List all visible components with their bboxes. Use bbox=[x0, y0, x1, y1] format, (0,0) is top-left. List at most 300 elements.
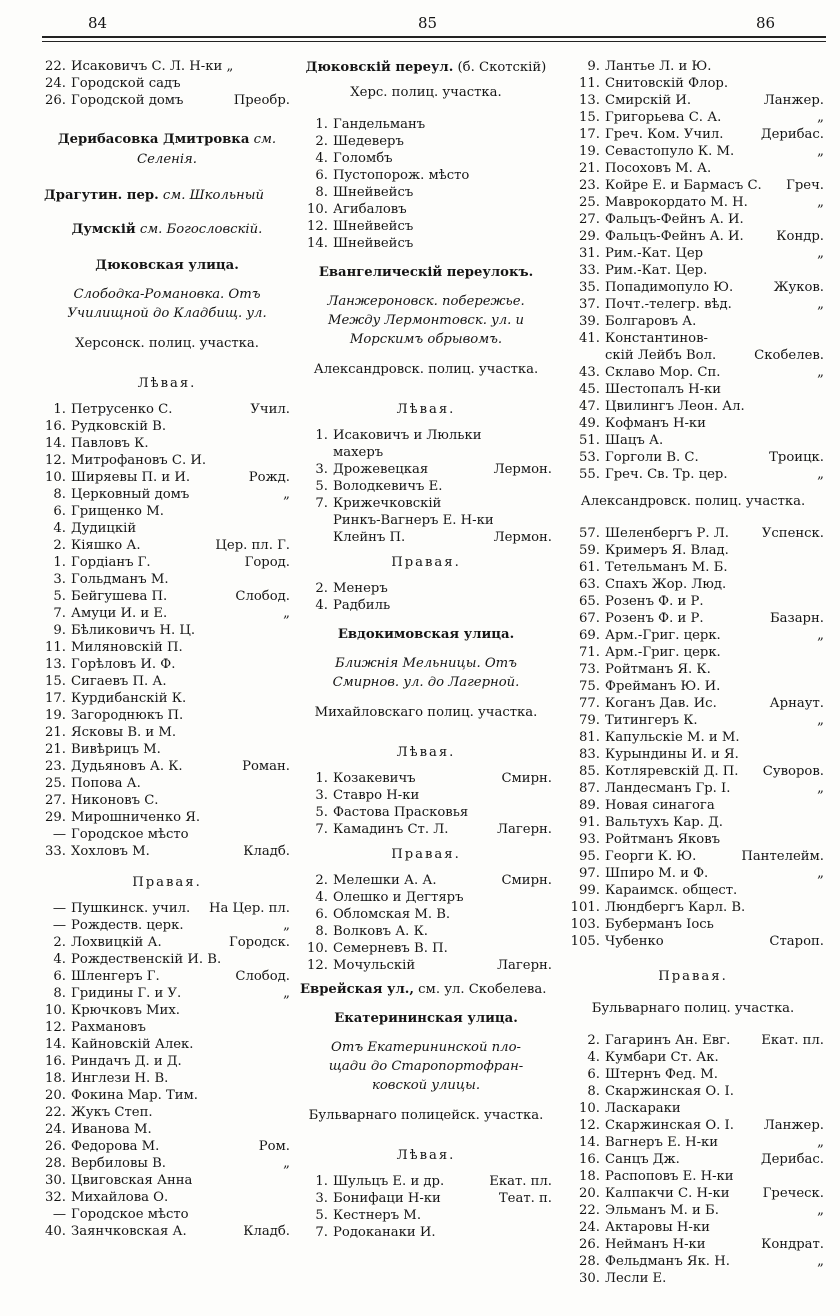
list-item bbox=[44, 469, 290, 486]
house-number: 9. bbox=[53, 623, 66, 638]
house-number: 6. bbox=[587, 1067, 600, 1082]
entry-list bbox=[300, 580, 552, 614]
list-item bbox=[300, 597, 552, 614]
police-district: Бульварнаго полицейск. участка. bbox=[308, 1108, 544, 1123]
list-item bbox=[562, 262, 824, 279]
cross-street: Кладб. bbox=[243, 1224, 290, 1239]
list-item bbox=[300, 889, 552, 906]
house-number: 17. bbox=[45, 691, 66, 706]
resident-name: махеръ bbox=[333, 445, 384, 460]
resident-name: Греч. Св. Тр. цер. bbox=[605, 467, 728, 482]
resident-name: Болгаровъ А. bbox=[605, 314, 697, 329]
house-number: 101. bbox=[570, 900, 600, 915]
house-number: 103. bbox=[570, 917, 600, 932]
resident-name: Ставро Н-ки bbox=[333, 788, 420, 803]
list-item bbox=[562, 415, 824, 432]
house-number: 5. bbox=[53, 589, 66, 604]
house-number: 16. bbox=[45, 1054, 66, 1069]
resident-name: Арм.-Григ. церк. bbox=[605, 645, 721, 660]
cross-street: Екат. пл. bbox=[489, 1174, 552, 1189]
street-reference bbox=[44, 127, 290, 173]
house-number: 14. bbox=[307, 236, 328, 251]
list-item bbox=[44, 934, 290, 951]
street-heading: Екатерининская улица. bbox=[334, 1011, 518, 1026]
house-number: 83. bbox=[579, 747, 600, 762]
list-item bbox=[44, 588, 290, 605]
list-item bbox=[562, 466, 824, 483]
police-district: Александровск. полиц. участка. bbox=[580, 494, 806, 509]
house-number: 12. bbox=[307, 219, 328, 234]
resident-name: Посоховъ М. А. bbox=[605, 161, 712, 176]
house-number: 93. bbox=[579, 832, 600, 847]
resident-name: Пустопорож. мѣсто bbox=[333, 168, 470, 183]
house-number: 79. bbox=[579, 713, 600, 728]
list-item bbox=[300, 770, 552, 787]
house-number: 7. bbox=[53, 606, 66, 621]
cross-street: Лермон. bbox=[493, 530, 552, 545]
resident-name: Цвиговская Анна bbox=[71, 1173, 193, 1188]
house-number: 12. bbox=[579, 1118, 600, 1133]
house-number: 1. bbox=[315, 1174, 328, 1189]
resident-name: Петрусенко С. bbox=[71, 402, 173, 417]
resident-name: Кайновскій Алек. bbox=[71, 1037, 194, 1052]
resident-name: Шнейвейсъ bbox=[333, 219, 414, 234]
street-description: Отъ Екатерининской пло- щади до Старопортофран- ковской улицы. bbox=[328, 1040, 524, 1093]
resident-name: Вальтухъ Кар. Д. bbox=[605, 815, 723, 830]
resident-name: Камадинъ Ст. Л. bbox=[333, 822, 449, 837]
resident-name: Городской садъ bbox=[71, 76, 181, 91]
resident-name: Лантье Л. и Ю. bbox=[605, 59, 712, 74]
resident-name: Крижечковскій bbox=[333, 496, 442, 511]
list-item bbox=[562, 729, 824, 746]
cross-street: Ланжер. bbox=[763, 1118, 824, 1133]
house-number: 2. bbox=[315, 134, 328, 149]
see-reference: см. Богословскій. bbox=[139, 222, 263, 237]
resident-name: Пушкинск. учил. bbox=[71, 901, 191, 916]
cross-street: Роман. bbox=[242, 759, 290, 774]
resident-name: Лесли Е. bbox=[605, 1271, 667, 1286]
street-description: Ланжероновск. побережье. Между Лермонтовск. ул. и Морскимъ обрывомъ. bbox=[327, 294, 525, 347]
house-number: 13. bbox=[45, 657, 66, 672]
cross-street: „ bbox=[283, 1156, 290, 1171]
cross-street: Городск. bbox=[229, 935, 290, 950]
house-number: 24. bbox=[45, 76, 66, 91]
house-number: 29. bbox=[579, 229, 600, 244]
cross-street: „ bbox=[817, 713, 824, 728]
resident-name: Новая синагога bbox=[605, 798, 715, 813]
list-item bbox=[44, 724, 290, 741]
list-item bbox=[44, 1036, 290, 1053]
resident-name: Ширяевы П. и И. bbox=[71, 470, 191, 485]
street-heading: Дюковскій переул. (б. Скотскій) bbox=[305, 60, 547, 75]
cross-street: Жуков. bbox=[773, 280, 824, 295]
list-item bbox=[562, 211, 824, 228]
house-number: 99. bbox=[579, 883, 600, 898]
list-item bbox=[44, 401, 290, 418]
list-item bbox=[562, 432, 824, 449]
house-number: 10. bbox=[579, 1101, 600, 1116]
house-number: — bbox=[52, 827, 66, 842]
house-number: 5. bbox=[315, 1208, 328, 1223]
cross-street: Город. bbox=[244, 555, 290, 570]
house-number: 7. bbox=[315, 822, 328, 837]
resident-name: Фальцъ-Фейнъ А. И. bbox=[605, 212, 744, 227]
list-item bbox=[300, 1224, 552, 1241]
house-number: 14. bbox=[45, 1037, 66, 1052]
house-number: 8. bbox=[53, 487, 66, 502]
list-item bbox=[562, 695, 824, 712]
resident-name: Нейманъ Н-ки bbox=[605, 1237, 706, 1252]
house-number: 40. bbox=[45, 1224, 66, 1239]
house-number: 17. bbox=[579, 127, 600, 142]
resident-name: Калпакчи С. Н-ки bbox=[605, 1186, 730, 1201]
list-item bbox=[300, 427, 552, 444]
resident-name: Капульскіе М. и М. bbox=[605, 730, 740, 745]
resident-name: Кестнеръ М. bbox=[333, 1208, 422, 1223]
resident-name: Рахмановъ bbox=[71, 1020, 146, 1035]
list-item bbox=[562, 245, 824, 262]
resident-name: Рим.-Кат. Цер bbox=[605, 246, 704, 261]
list-item bbox=[300, 940, 552, 957]
house-number: 9. bbox=[587, 59, 600, 74]
house-number: 26. bbox=[45, 93, 66, 108]
resident-name: Снитовскій Флор. bbox=[605, 76, 729, 91]
list-item bbox=[44, 1053, 290, 1070]
list-item bbox=[562, 228, 824, 245]
house-number: 91. bbox=[579, 815, 600, 830]
resident-name: Исаковичъ С. Л. Н-ки „ bbox=[71, 59, 234, 74]
resident-name: Шленгеръ Г. bbox=[71, 969, 160, 984]
cross-street: Лагерн. bbox=[496, 958, 552, 973]
house-number: 2. bbox=[587, 1033, 600, 1048]
list-item bbox=[562, 678, 824, 695]
list-item bbox=[44, 1206, 290, 1223]
list-item bbox=[562, 1270, 824, 1287]
list-item bbox=[562, 1219, 824, 1236]
list-item bbox=[44, 968, 290, 985]
resident-name: Актаровы Н-ки bbox=[605, 1220, 710, 1235]
list-item bbox=[300, 133, 552, 150]
street-title: Драгутин. пер. bbox=[44, 188, 159, 203]
house-number: 2. bbox=[315, 873, 328, 888]
list-item bbox=[44, 1087, 290, 1104]
list-item bbox=[300, 957, 552, 974]
list-item bbox=[300, 872, 552, 889]
side-label-right: Правая. bbox=[658, 969, 728, 984]
list-item bbox=[44, 92, 290, 109]
resident-name: Шацъ А. bbox=[605, 433, 664, 448]
list-item bbox=[562, 559, 824, 576]
list-item bbox=[562, 525, 824, 542]
resident-name: Голомбъ bbox=[333, 151, 393, 166]
resident-name: Дрожевецкая bbox=[333, 462, 429, 477]
resident-name: Заянчковская А. bbox=[71, 1224, 187, 1239]
resident-name: Крючковъ Мих. bbox=[71, 1003, 180, 1018]
resident-name: Гандельманъ bbox=[333, 117, 426, 132]
house-number: 8. bbox=[315, 924, 328, 939]
resident-name: Котляревскій Д. П. bbox=[605, 764, 739, 779]
list-item bbox=[44, 1070, 290, 1087]
list-item bbox=[562, 1066, 824, 1083]
cross-street: Екат. пл. bbox=[761, 1033, 824, 1048]
list-item bbox=[44, 554, 290, 571]
resident-name: Курдибанскій К. bbox=[71, 691, 187, 706]
house-number: 89. bbox=[579, 798, 600, 813]
resident-name: Павловъ К. bbox=[71, 436, 149, 451]
resident-name: Ройтманъ Яковъ bbox=[605, 832, 721, 847]
resident-name: Шедеверъ bbox=[333, 134, 404, 149]
house-number: — bbox=[52, 901, 66, 916]
list-item bbox=[44, 951, 290, 968]
list-item bbox=[44, 452, 290, 469]
house-number: 1. bbox=[315, 428, 328, 443]
list-item bbox=[44, 690, 290, 707]
house-number: 47. bbox=[579, 399, 600, 414]
house-number: 105. bbox=[570, 934, 600, 949]
house-number: 2. bbox=[53, 935, 66, 950]
cross-street: Кладб. bbox=[243, 844, 290, 859]
house-number: 87. bbox=[579, 781, 600, 796]
side-label-right: Правая. bbox=[391, 555, 461, 570]
resident-name: Агибаловъ bbox=[333, 202, 407, 217]
house-number: 4. bbox=[53, 952, 66, 967]
resident-name: Спахъ Жор. Люд. bbox=[605, 577, 727, 592]
house-number: 18. bbox=[579, 1169, 600, 1184]
resident-name: Обломская М. В. bbox=[333, 907, 451, 922]
house-number: 69. bbox=[579, 628, 600, 643]
house-number: 85. bbox=[579, 764, 600, 779]
header-rule-thin bbox=[42, 41, 826, 42]
resident-name: Шестопалъ Н-ки bbox=[605, 382, 722, 397]
see-reference: см. Школьный bbox=[162, 188, 264, 203]
resident-name: Георги К. Ю. bbox=[605, 849, 697, 864]
resident-name: Греч. Ком. Учил. bbox=[605, 127, 724, 142]
house-number: 4. bbox=[315, 598, 328, 613]
street-reference bbox=[300, 980, 552, 1000]
house-number: 77. bbox=[579, 696, 600, 711]
resident-name: Мочульскій bbox=[333, 958, 416, 973]
resident-name: Фастова Прасковья bbox=[333, 805, 469, 820]
resident-name: Эльманъ М. и Б. bbox=[605, 1203, 719, 1218]
resident-name: Розенъ Ф. и Р. bbox=[605, 594, 704, 609]
house-number: 43. bbox=[579, 365, 600, 380]
resident-name: Бейгушева П. bbox=[71, 589, 168, 604]
cross-street: Дерибас. bbox=[760, 127, 824, 142]
house-number: 21. bbox=[45, 742, 66, 757]
resident-name: Коганъ Дав. Ис. bbox=[605, 696, 717, 711]
resident-name: Шеленбергъ Р. Л. bbox=[605, 526, 729, 541]
house-number: 12. bbox=[45, 1020, 66, 1035]
list-item bbox=[300, 1173, 552, 1190]
cross-street: Теат. п. bbox=[498, 1191, 552, 1206]
list-item bbox=[44, 1172, 290, 1189]
house-number: 4. bbox=[315, 890, 328, 905]
list-item bbox=[562, 593, 824, 610]
house-number: 3. bbox=[53, 572, 66, 587]
resident-name: Родоканаки И. bbox=[333, 1225, 436, 1240]
house-number: 26. bbox=[45, 1139, 66, 1154]
resident-name: Склаво Мор. Сп. bbox=[605, 365, 721, 380]
house-number: 4. bbox=[587, 1050, 600, 1065]
list-item bbox=[44, 435, 290, 452]
resident-name: Амуци И. и Е. bbox=[71, 606, 168, 621]
list-item bbox=[44, 605, 290, 622]
street-reference bbox=[44, 183, 290, 209]
street-title: Думскій bbox=[71, 222, 136, 237]
entry-list bbox=[300, 116, 552, 252]
resident-name: Койре Е. и Бармасъ С. bbox=[605, 178, 762, 193]
list-item bbox=[562, 865, 824, 882]
house-number: 14. bbox=[45, 436, 66, 451]
resident-name: Городское мѣсто bbox=[71, 827, 189, 842]
cross-street: Слобод. bbox=[235, 969, 290, 984]
resident-name: Городской домъ bbox=[71, 93, 184, 108]
resident-name: Лохвицкій А. bbox=[71, 935, 162, 950]
list-item bbox=[562, 848, 824, 865]
list-item bbox=[44, 486, 290, 503]
list-item bbox=[300, 804, 552, 821]
cross-street: „ bbox=[817, 110, 824, 125]
resident-name: Ласкараки bbox=[605, 1101, 681, 1116]
list-item bbox=[300, 218, 552, 235]
cross-street: Слобод. bbox=[235, 589, 290, 604]
cross-street: „ bbox=[817, 866, 824, 881]
header-rule bbox=[42, 36, 826, 38]
cross-street: Староп. bbox=[769, 934, 824, 949]
list-item bbox=[44, 537, 290, 554]
entry-list bbox=[44, 401, 290, 860]
cross-street: Троицк. bbox=[769, 450, 824, 465]
house-number: 5. bbox=[315, 805, 328, 820]
list-item bbox=[562, 75, 824, 92]
list-item bbox=[562, 1253, 824, 1270]
house-number: 12. bbox=[45, 453, 66, 468]
list-item bbox=[300, 116, 552, 133]
resident-name: Санцъ Дж. bbox=[605, 1152, 680, 1167]
resident-name: Севастопуло К. М. bbox=[605, 144, 735, 159]
list-item bbox=[562, 780, 824, 797]
cross-street: Успенск. bbox=[761, 526, 824, 541]
police-district: Херсонск. полиц. участка. bbox=[75, 336, 259, 351]
list-item bbox=[44, 843, 290, 860]
house-number: 2. bbox=[53, 538, 66, 553]
list-item bbox=[44, 418, 290, 435]
house-number: 3. bbox=[315, 1191, 328, 1206]
resident-name: Курындины И. и Я. bbox=[605, 747, 739, 762]
cross-street: „ bbox=[817, 781, 824, 796]
resident-name: Люндбергъ Карл. В. bbox=[605, 900, 746, 915]
list-item bbox=[562, 661, 824, 678]
page-number-left: 84 bbox=[88, 14, 108, 32]
list-item bbox=[300, 1190, 552, 1207]
list-item bbox=[562, 797, 824, 814]
house-number: 3. bbox=[315, 788, 328, 803]
house-number: 22. bbox=[579, 1203, 600, 1218]
list-item bbox=[300, 184, 552, 201]
house-number: 24. bbox=[45, 1122, 66, 1137]
list-item bbox=[44, 622, 290, 639]
resident-name: Хохловъ М. bbox=[71, 844, 150, 859]
street-reference bbox=[44, 217, 290, 243]
list-item bbox=[44, 775, 290, 792]
list-item bbox=[44, 503, 290, 520]
resident-name: Вивѣрицъ М. bbox=[71, 742, 161, 757]
list-item bbox=[44, 1019, 290, 1036]
house-number: 16. bbox=[45, 419, 66, 434]
cross-street: „ bbox=[817, 144, 824, 159]
resident-name: Скаржинская О. І. bbox=[605, 1118, 734, 1133]
resident-name: Жукъ Степ. bbox=[71, 1105, 153, 1120]
resident-name: Семерневъ В. П. bbox=[333, 941, 448, 956]
cross-street: Пантелейм. bbox=[741, 849, 824, 864]
house-number: 35. bbox=[579, 280, 600, 295]
resident-name: Фрейманъ Ю. И. bbox=[605, 679, 721, 694]
list-item bbox=[300, 150, 552, 167]
house-number: 2. bbox=[315, 581, 328, 596]
house-number: 24. bbox=[579, 1220, 600, 1235]
cross-street: Цер. пл. Г. bbox=[215, 538, 290, 553]
resident-name: Попова А. bbox=[71, 776, 141, 791]
list-item bbox=[44, 917, 290, 934]
resident-name: Рим.-Кат. Цер. bbox=[605, 263, 708, 278]
police-district: Бульварнаго полиц. участка. bbox=[591, 1001, 795, 1016]
list-item bbox=[44, 673, 290, 690]
street-title: Дерибасовка Дмитровка bbox=[57, 132, 250, 147]
resident-name: Ландесманъ Гр. І. bbox=[605, 781, 731, 796]
house-number: 20. bbox=[579, 1186, 600, 1201]
list-item bbox=[44, 656, 290, 673]
resident-name: Волковъ А. К. bbox=[333, 924, 428, 939]
house-number: 1. bbox=[315, 771, 328, 786]
resident-name: Титингеръ К. bbox=[605, 713, 698, 728]
resident-name: Ясковы В. и М. bbox=[71, 725, 177, 740]
column-page-85 bbox=[300, 58, 552, 1241]
house-number: 16. bbox=[579, 1152, 600, 1167]
resident-name: Гордіанъ Г. bbox=[71, 555, 151, 570]
list-item bbox=[300, 923, 552, 940]
house-number: 7. bbox=[315, 496, 328, 511]
list-item bbox=[562, 542, 824, 559]
house-number: 57. bbox=[579, 526, 600, 541]
resident-name: Смирскій И. bbox=[605, 93, 692, 108]
house-number: 22. bbox=[45, 1105, 66, 1120]
list-item bbox=[562, 1117, 824, 1134]
list-item bbox=[562, 576, 824, 593]
house-number: 12. bbox=[307, 958, 328, 973]
list-item bbox=[44, 900, 290, 917]
resident-name: Городское мѣсто bbox=[71, 1207, 189, 1222]
list-item bbox=[44, 571, 290, 588]
resident-name: Рождеств. церк. bbox=[71, 918, 184, 933]
list-item bbox=[562, 126, 824, 143]
resident-name: Распоповъ Е. Н-ки bbox=[605, 1169, 734, 1184]
resident-name: Инглези Н. В. bbox=[71, 1071, 169, 1086]
list-item bbox=[562, 763, 824, 780]
list-item bbox=[562, 882, 824, 899]
resident-name: Розенъ Ф. и Р. bbox=[605, 611, 704, 626]
list-item bbox=[300, 529, 552, 546]
cross-street: „ bbox=[283, 606, 290, 621]
resident-name: Грищенко М. bbox=[71, 504, 164, 519]
resident-name: Григорьева С. А. bbox=[605, 110, 722, 125]
house-number: 25. bbox=[45, 776, 66, 791]
cross-street: Скобелев. bbox=[754, 348, 824, 363]
entry-list bbox=[44, 58, 290, 109]
entry-list bbox=[300, 872, 552, 974]
list-item bbox=[44, 58, 290, 75]
list-item bbox=[562, 160, 824, 177]
cross-street: Базарн. bbox=[769, 611, 824, 626]
